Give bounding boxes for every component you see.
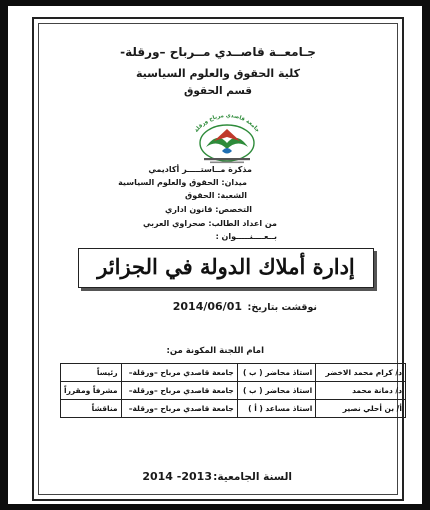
table-row [61,364,406,382]
svg-text:جامعة قاصدي مرباح ورقلة: جامعة قاصدي مرباح ورقلة [193,112,261,134]
jury-role: مناقشاً [61,400,122,418]
jury-role: رئيساً [61,364,122,382]
jury-institution: جامعة قاصدي مرباح –ورقلة– [121,400,237,418]
thesis-title: إدارة أملاك الدولة في الجزائر [97,254,355,279]
page-border-frame [32,17,404,501]
field-line: ميدان: الحقوق والعلوم السياسية [118,178,247,187]
memo-type: مذكرة مــاستـــــر أكاديمي [148,165,252,174]
branch-line: الشعبة: الحقوق [185,191,247,200]
discussion-date: 2014/06/01 [172,300,242,313]
thesis-title-box [78,248,374,288]
university-name: جـامعــة قاصــدي مــرباح –ورقلة- [120,45,316,59]
student-line: من اعداد الطالب: صحراوي العربي [142,219,277,228]
academic-year-label: السنة الجامعية: [213,471,292,483]
specialty-line: التخصص: قانون اداري [165,205,252,214]
jury-institution: جامعة قاصدي مرباح –ورقلة– [121,382,237,400]
jury-role: مشرفاً ومقرراً [61,382,122,400]
discussion-label: نوقشت بتاريخ: [247,302,317,313]
jury-rank: استاذ محاضر ( ب ) [237,382,316,400]
academic-year-value: 2013- 2014 [142,470,212,483]
table-row [61,400,406,418]
jury-name: أ/ بن أحلي نصير [316,400,406,418]
title-label: بــعــــنـــــوان : [215,232,277,241]
university-seal-icon [184,103,270,165]
jury-heading: امام اللجنة المكونة من: [166,346,264,356]
faculty-name: كلية الحقوق والعلوم السياسية [135,67,301,80]
jury-name: د/ دمانة محمد [316,382,406,400]
jury-name: د/ كرام محمد الاخضر [316,364,406,382]
table-row [61,382,406,400]
jury-rank: استاذ مساعد ( أ ) [237,400,316,418]
department-name: قسم الحقوق [183,85,253,97]
jury-institution: جامعة قاصدي مرباح –ورقلة– [121,364,237,382]
document-page [8,6,422,504]
jury-table [60,363,406,418]
jury-rank: استاذ محاضر ( ب ) [237,364,316,382]
